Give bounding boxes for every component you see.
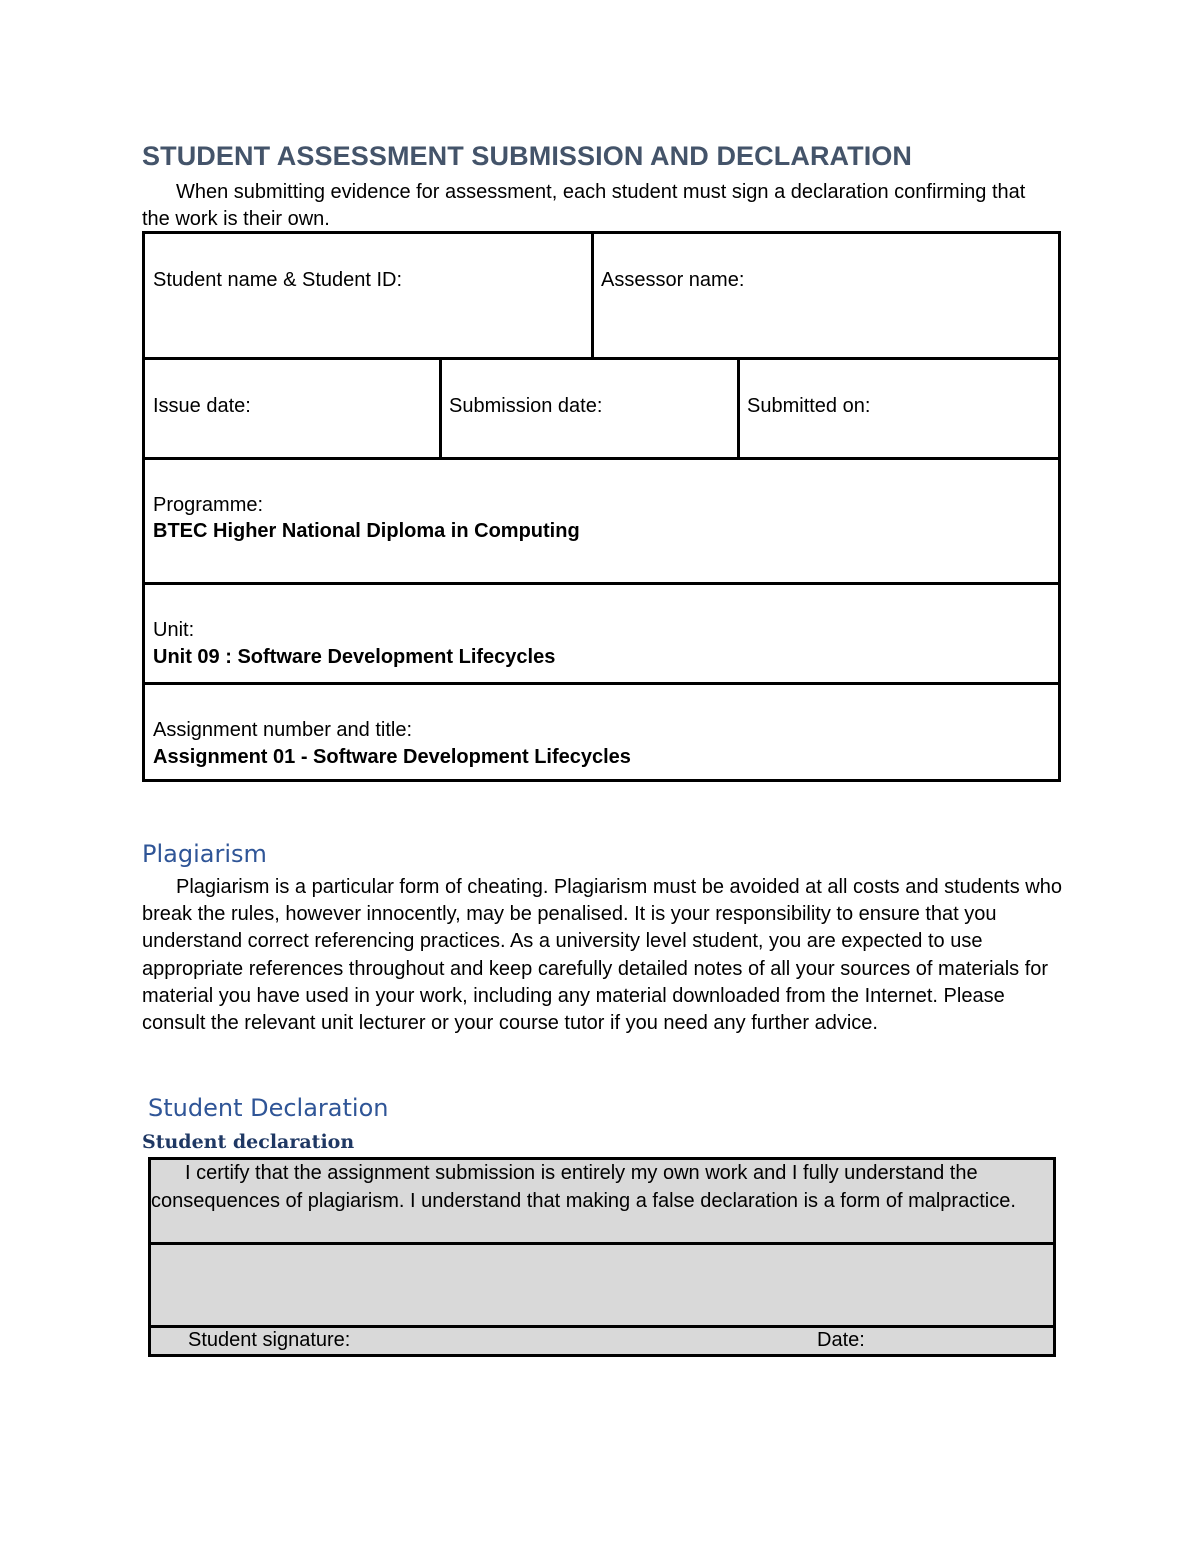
plagiarism-text: Plagiarism is a particular form of cheating. Plagiarism must be avoided at all costs and students who break the rules, however innocently, may be penalised. It is your responsibility to ensure that you understand correct referencing practices. As a university level student, you are expected to use appropriate references throughout and keep carefully detailed notes of all your sources of materials for material you have used in your work, including any material downloaded from the Internet. Please consult the relevant unit lecturer or your course tutor if you need any further advice. — [142, 876, 1062, 1035]
table-divider — [145, 582, 1058, 585]
table-divider — [145, 357, 1058, 360]
signature-area[interactable] — [151, 1245, 1053, 1322]
unit-label: Unit: — [153, 619, 195, 641]
table-divider — [439, 357, 442, 460]
table-divider — [737, 357, 740, 460]
declaration-subheading: Student declaration — [142, 1131, 355, 1153]
declaration-heading: Student Declaration — [148, 1094, 389, 1122]
issue-date-label: Issue date: — [153, 395, 251, 417]
table-divider — [145, 457, 1058, 460]
student-signature-label: Student signature: — [188, 1329, 351, 1351]
programme-value: BTEC Higher National Diploma in Computing — [153, 520, 580, 542]
table-divider — [151, 1325, 1053, 1328]
programme-label: Programme: — [153, 494, 264, 516]
submission-date-label: Submission date: — [449, 395, 603, 417]
plagiarism-heading: Plagiarism — [142, 840, 267, 868]
table-divider — [145, 682, 1058, 685]
assignment-label: Assignment number and title: — [153, 719, 413, 741]
unit-value: Unit 09 : Software Development Lifecycles — [153, 646, 556, 668]
page-title: STUDENT ASSESSMENT SUBMISSION AND DECLARATION — [142, 141, 913, 171]
assessor-name-label: Assessor name: — [601, 269, 745, 291]
assessment-info-table — [142, 231, 1061, 782]
table-divider — [591, 234, 594, 360]
intro-text: When submitting evidence for assessment, each student must sign a declaration confirming that the work is their own. — [142, 181, 1026, 230]
submitted-on-label: Submitted on: — [747, 395, 871, 417]
declaration-text: I certify that the assignment submission is entirely my own work and I fully understand the consequences of plagiarism. I understand that making a false declaration is a form of malpractice. — [151, 1162, 1016, 1212]
student-name-label: Student name & Student ID: — [153, 269, 403, 291]
assignment-value: Assignment 01 - Software Development Lifecycles — [153, 746, 631, 768]
date-label: Date: — [817, 1329, 865, 1351]
